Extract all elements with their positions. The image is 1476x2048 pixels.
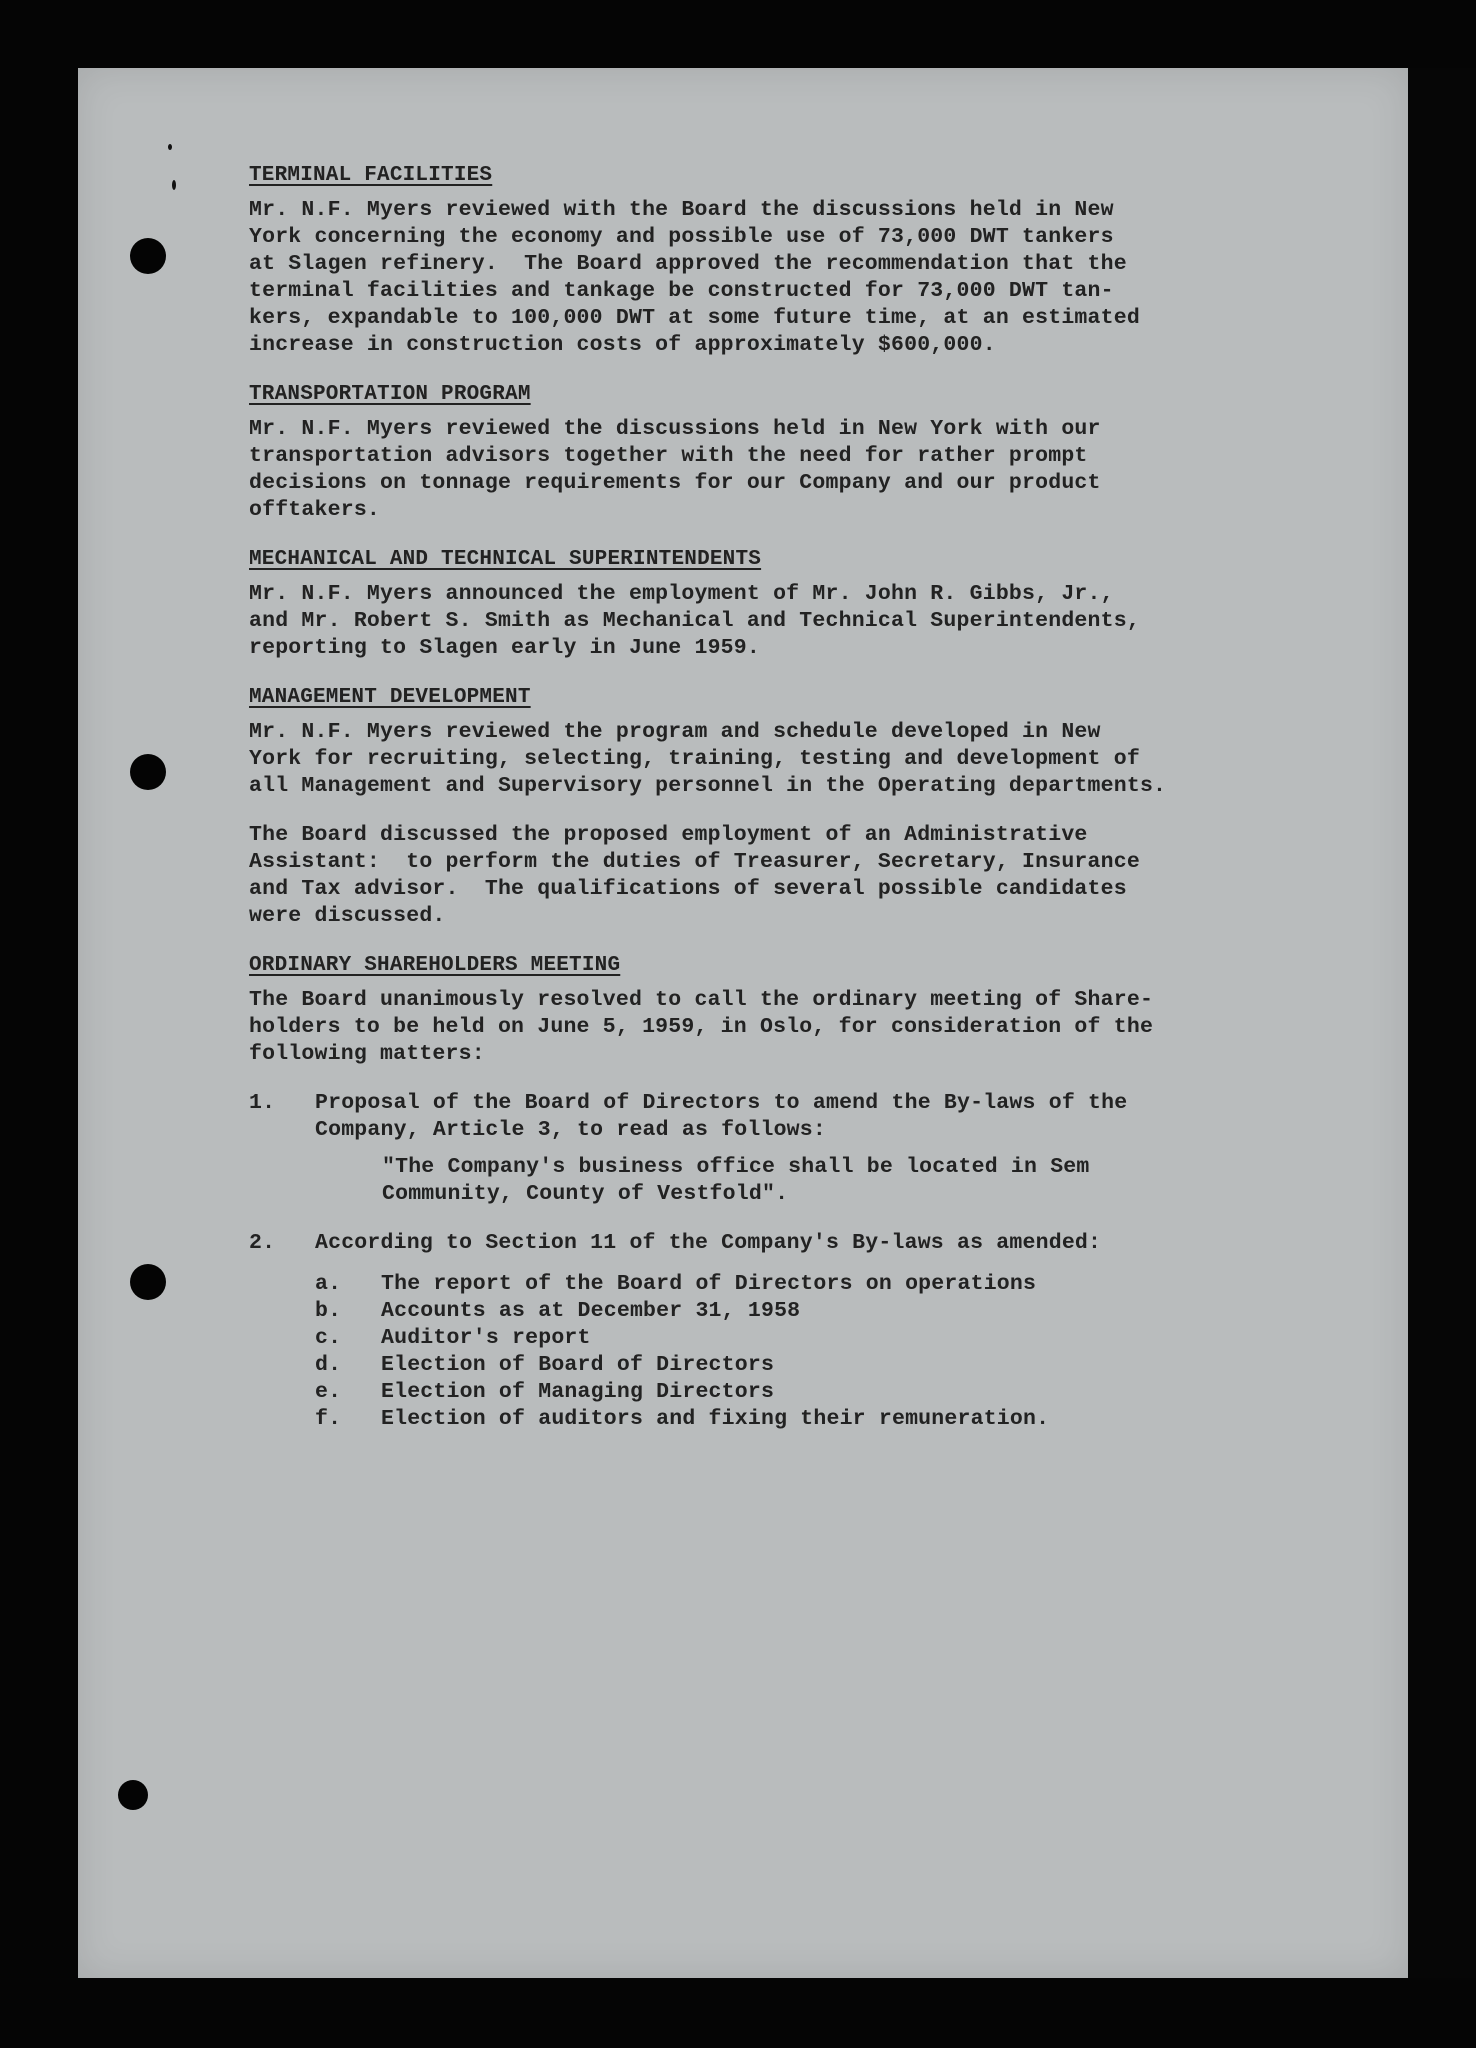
subitem-text: Accounts as at December 31, 1958 xyxy=(381,1299,801,1323)
item-text: According to Section 11 of the Company's By-laws as amended: xyxy=(315,1231,1102,1255)
section-body: Mr. N.F. Myers reviewed with the Board the discussions held in New York concerning the economy and possible use of 73,000 DWT tankers at Slagen refinery. The Board approved the recommendation that the terminal facilities and tankage be constructed for 73,000 DWT tan- kers, expandable to 100,000 DWT at some future time, at an estimated increase in construction costs of approximately $600,000. xyxy=(249,198,1140,357)
subitem-letter: e. xyxy=(315,1380,342,1404)
punch-hole xyxy=(130,754,166,790)
section-body-second: The Board discussed the proposed employment of an Administrative Assistant: to perform the duties of Treasurer, Secretary, Insurance and Tax advisor. The qualifications of several possible candidates were discussed. xyxy=(249,823,1140,928)
section-body: Mr. N.F. Myers reviewed the discussions held in New York with our transportation advisors together with the need for rather prompt decisions on tonnage requirements for our Company and our product offtakers. xyxy=(249,417,1101,522)
subitem-letter: d. xyxy=(315,1353,342,1377)
section-heading: TERMINAL FACILITIES xyxy=(249,164,493,187)
item-number: 1. xyxy=(249,1091,276,1115)
subitem-letter: a. xyxy=(315,1272,342,1296)
subitem-letter: c. xyxy=(315,1326,342,1350)
section-terminal-facilities xyxy=(249,162,1309,359)
subitem xyxy=(315,1379,1309,1406)
section-transportation-program xyxy=(249,381,1309,524)
subitem xyxy=(315,1298,1309,1325)
bylaw-quote: "The Company's business office shall be located in Sem Community, County of Vestfold". xyxy=(382,1155,1090,1206)
subitem-text: Election of auditors and fixing their remuneration. xyxy=(381,1407,1050,1431)
section-heading: MANAGEMENT DEVELOPMENT xyxy=(249,686,531,709)
agenda-item xyxy=(249,1230,1309,1257)
punch-hole xyxy=(130,238,166,274)
speck xyxy=(172,180,176,190)
scan-edge xyxy=(1408,68,1476,1978)
section-heading: MECHANICAL AND TECHNICAL SUPERINTENDENTS xyxy=(249,548,762,571)
agenda-sublist xyxy=(315,1271,1309,1433)
subitem-text: Election of Managing Directors xyxy=(381,1380,775,1404)
agenda-list xyxy=(249,1090,1309,1433)
subitem-letter: f. xyxy=(315,1407,342,1431)
subitem-letter: b. xyxy=(315,1299,342,1323)
item-text: Proposal of the Board of Directors to amend the By-laws of the Company, Article 3, to read as follows: xyxy=(315,1091,1128,1142)
subitem xyxy=(315,1406,1309,1433)
subitem-text: Auditor's report xyxy=(381,1326,591,1350)
subitem-text: The report of the Board of Directors on operations xyxy=(381,1272,1037,1296)
punch-hole xyxy=(130,1264,166,1300)
document-content xyxy=(249,162,1309,1433)
section-body: Mr. N.F. Myers reviewed the program and schedule developed in New York for recruiting, selecting, training, testing and development of all Management and Supervisory personnel in the Operating departments. xyxy=(249,720,1167,798)
section-body: Mr. N.F. Myers announced the employment of Mr. John R. Gibbs, Jr., and Mr. Robert S. Smith as Mechanical and Technical Superintendents, reporting to Slagen early in June 1959. xyxy=(249,582,1140,660)
agenda-item xyxy=(249,1090,1309,1144)
punch-hole xyxy=(118,1780,148,1810)
section-body: The Board unanimously resolved to call the ordinary meeting of Share- holders to be held on June 5, 1959, in Oslo, for consideration of the following matters: xyxy=(249,988,1154,1066)
section-ordinary-shareholders-meeting xyxy=(249,952,1309,1433)
subitem xyxy=(315,1352,1309,1379)
section-heading: ORDINARY SHAREHOLDERS MEETING xyxy=(249,954,621,977)
section-mechanical-technical xyxy=(249,546,1309,662)
section-heading: TRANSPORTATION PROGRAM xyxy=(249,383,531,406)
item-number: 2. xyxy=(249,1231,276,1255)
section-management-development xyxy=(249,684,1309,930)
subitem-text: Election of Board of Directors xyxy=(381,1353,775,1377)
speck xyxy=(168,144,172,150)
subitem xyxy=(315,1325,1309,1352)
subitem xyxy=(315,1271,1309,1298)
